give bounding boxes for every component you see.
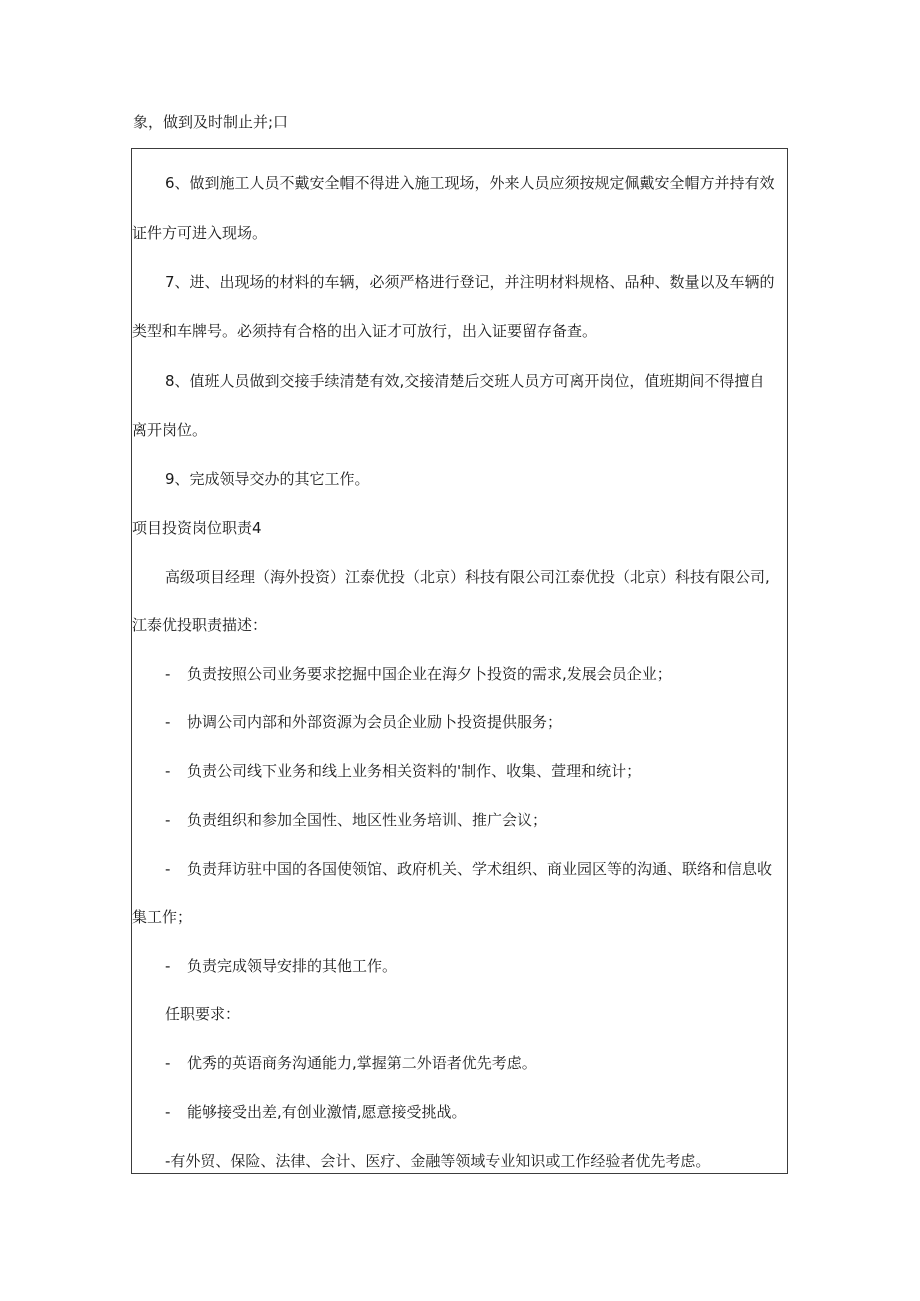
- duty-item-5-line-2: 集工作；: [132, 908, 193, 926]
- item-6-line-2: 证件方可进入现场。: [132, 224, 268, 242]
- continued-text-line: 象，做到及时制止并;口: [133, 113, 289, 131]
- duty-item-6: [132, 956, 397, 976]
- requirement-item-3: -有外贸、保险、法律、会计、医疗、金融等领域专业知识或工作经验者优先考虑。: [165, 1152, 711, 1170]
- duty-item-2: [132, 712, 562, 732]
- duty-item-4: [132, 810, 547, 830]
- section-title: 项目投资岗位职责4: [132, 519, 262, 537]
- item-6-line-1: 6、做到施工人员不戴安全帽不得进入施工现场，外来人员应须按规定佩戴安全帽方并持有效: [165, 174, 775, 192]
- intro-line-1: 高级项目经理（海外投资）江泰优投（北京）科技有限公司江泰优投（北京）科技有限公司,: [165, 568, 770, 586]
- item-7-line-2: 类型和车牌号。必须持有合格的出入证才可放行，出入证要留存备查。: [132, 322, 598, 340]
- duty-item-3: [132, 761, 641, 781]
- duty-text: 负责拜访驻中国的各国使领馆、政府机关、学术组织、商业园区等的沟通、联络和信息收: [187, 860, 773, 878]
- bullet-dash: -: [165, 811, 171, 829]
- requirements-title: 任职要求：: [165, 1005, 241, 1023]
- bullet-dash: -: [165, 713, 171, 731]
- item-8-line-2: 离开岗位。: [132, 421, 208, 439]
- requirement-text: 能够接受出差,有创业激情,愿意接受挑战。: [187, 1103, 467, 1121]
- bullet-dash: -: [165, 1054, 171, 1072]
- item-8-line-1: 8、值班人员做到交接手续清楚有效,交接清楚后交班人员方可离开岗位，值班期间不得擅自: [165, 372, 765, 390]
- duty-text: 负责按照公司业务要求挖掘中国企业在海夕卜投资的需求,发展会员企业；: [187, 665, 672, 683]
- intro-line-2: 江泰优投职责描述：: [132, 616, 268, 634]
- bullet-dash: -: [165, 762, 171, 780]
- bullet-dash: -: [165, 1103, 171, 1121]
- duty-text: 负责公司线下业务和线上业务相关资料的'制作、收集、萱理和统计；: [187, 762, 642, 780]
- requirement-text: 优秀的英语商务沟通能力,掌握第二外语者优先考虑。: [187, 1054, 537, 1072]
- bullet-dash: -: [165, 957, 171, 975]
- duty-item-5: [132, 859, 772, 879]
- requirement-item-1: [132, 1053, 537, 1073]
- duty-text: 协调公司内部和外部资源为会员企业励卜投资提供服务；: [187, 713, 563, 731]
- item-7-line-1: 7、进、出现场的材料的车辆，必须严格进行登记，并注明材料规格、品种、数量以及车辆的: [165, 273, 775, 291]
- requirement-item-2: [132, 1102, 467, 1122]
- item-9-line-1: 9、完成领导交办的其它工作。: [165, 470, 370, 488]
- duty-text: 负责完成领导安排的其他工作。: [187, 957, 398, 975]
- duty-item-1: [132, 664, 672, 684]
- bullet-dash: -: [165, 665, 171, 683]
- content-table-cell: [131, 148, 788, 1174]
- duty-text: 负责组织和参加全国性、地区性业务培训、推广会议；: [187, 811, 548, 829]
- bullet-dash: -: [165, 860, 171, 878]
